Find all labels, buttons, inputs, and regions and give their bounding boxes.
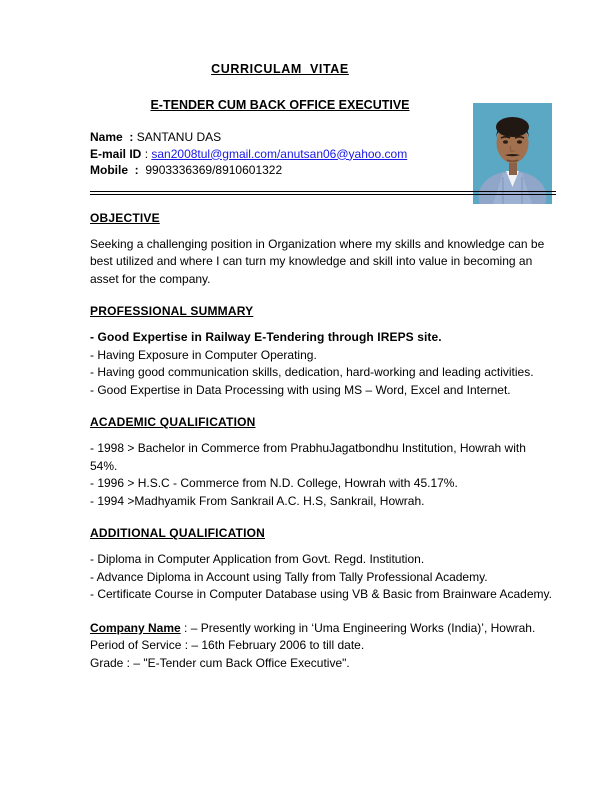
professional-summary-list (90, 329, 556, 399)
academic-qualification-list (90, 440, 556, 510)
name-value: SANTANU DAS (133, 130, 222, 144)
section-academic-qualification (90, 413, 556, 510)
company-grade-line: Grade : – "E-Tender cum Back Office Executive". (90, 655, 350, 670)
contact-mobile-line (90, 162, 556, 179)
additional-qualification-heading: ADDITIONAL QUALIFICATION (90, 526, 266, 541)
page-subtitle (90, 98, 470, 112)
email-link[interactable]: san2008tul@gmail.com/anutsan06@yahoo.com (151, 146, 408, 161)
header-divider (90, 191, 556, 195)
additional-qualification-list (90, 551, 556, 604)
company-name-label: Company Name (90, 620, 181, 635)
name-label: Name : (90, 130, 134, 144)
section-professional-summary (90, 302, 556, 399)
mobile-label: Mobile : (90, 163, 139, 177)
objective-heading: OBJECTIVE (90, 210, 160, 225)
section-objective (90, 209, 556, 289)
section-additional-qualification (90, 524, 556, 604)
section-company (90, 620, 556, 673)
contact-email-line (90, 146, 556, 163)
resume-content (90, 62, 556, 672)
page-subtitle-text: E-TENDER CUM BACK OFFICE EXECUTIVE (150, 98, 410, 112)
objective-text: Seeking a challenging position in Organization where my skills and knowledge can be best utilized and where I can turn my knowledge and skill into value in becoming an asset for the company. (90, 236, 545, 286)
company-period-line: Period of Service : – 16th February 2006 to till date. (90, 638, 365, 653)
list-item: - 1996 > H.S.C - Commerce from N.D. College, Howrah with 45.17%. (90, 476, 458, 491)
company-name-value: : – Presently working in ‘Uma Engineering Works (India)’, Howrah. (180, 620, 536, 635)
list-item: - Having Exposure in Computer Operating. (90, 347, 317, 362)
list-item: - Good Expertise in Data Processing with using MS – Word, Excel and Internet. (90, 382, 511, 397)
email-separator: : (141, 146, 152, 161)
page-title (90, 62, 470, 76)
page-title-text: CURRICULAM VITAE (211, 62, 349, 76)
contact-block (90, 129, 556, 179)
academic-qualification-heading: ACADEMIC QUALIFICATION (90, 415, 256, 430)
list-item: - Having good communication skills, dedication, hard-working and leading activities. (90, 365, 534, 380)
title-block (90, 62, 470, 112)
list-item: - Diploma in Computer Application from Govt. Regd. Institution. (90, 552, 425, 567)
company-name-line (90, 620, 556, 638)
list-item: - Certificate Course in Computer Database using VB & Basic from Brainware Academy. (90, 587, 552, 602)
list-item: - Advance Diploma in Account using Tally from Tally Professional Academy. (90, 569, 488, 584)
list-item: - 1994 >Madhyamik From Sankrail A.C. H.S, Sankrail, Howrah. (90, 493, 425, 508)
professional-summary-heading: PROFESSIONAL SUMMARY (90, 304, 254, 319)
contact-name-line (90, 129, 556, 146)
list-item: - Good Expertise in Railway E-Tendering through IREPS site. (90, 330, 442, 345)
email-label: E-mail ID (90, 146, 142, 161)
mobile-value: 9903336369/8910601322 (138, 163, 283, 177)
list-item: - 1998 > Bachelor in Commerce from PrabhuJagatbondhu Institution, Howrah with 54%. (90, 441, 526, 473)
